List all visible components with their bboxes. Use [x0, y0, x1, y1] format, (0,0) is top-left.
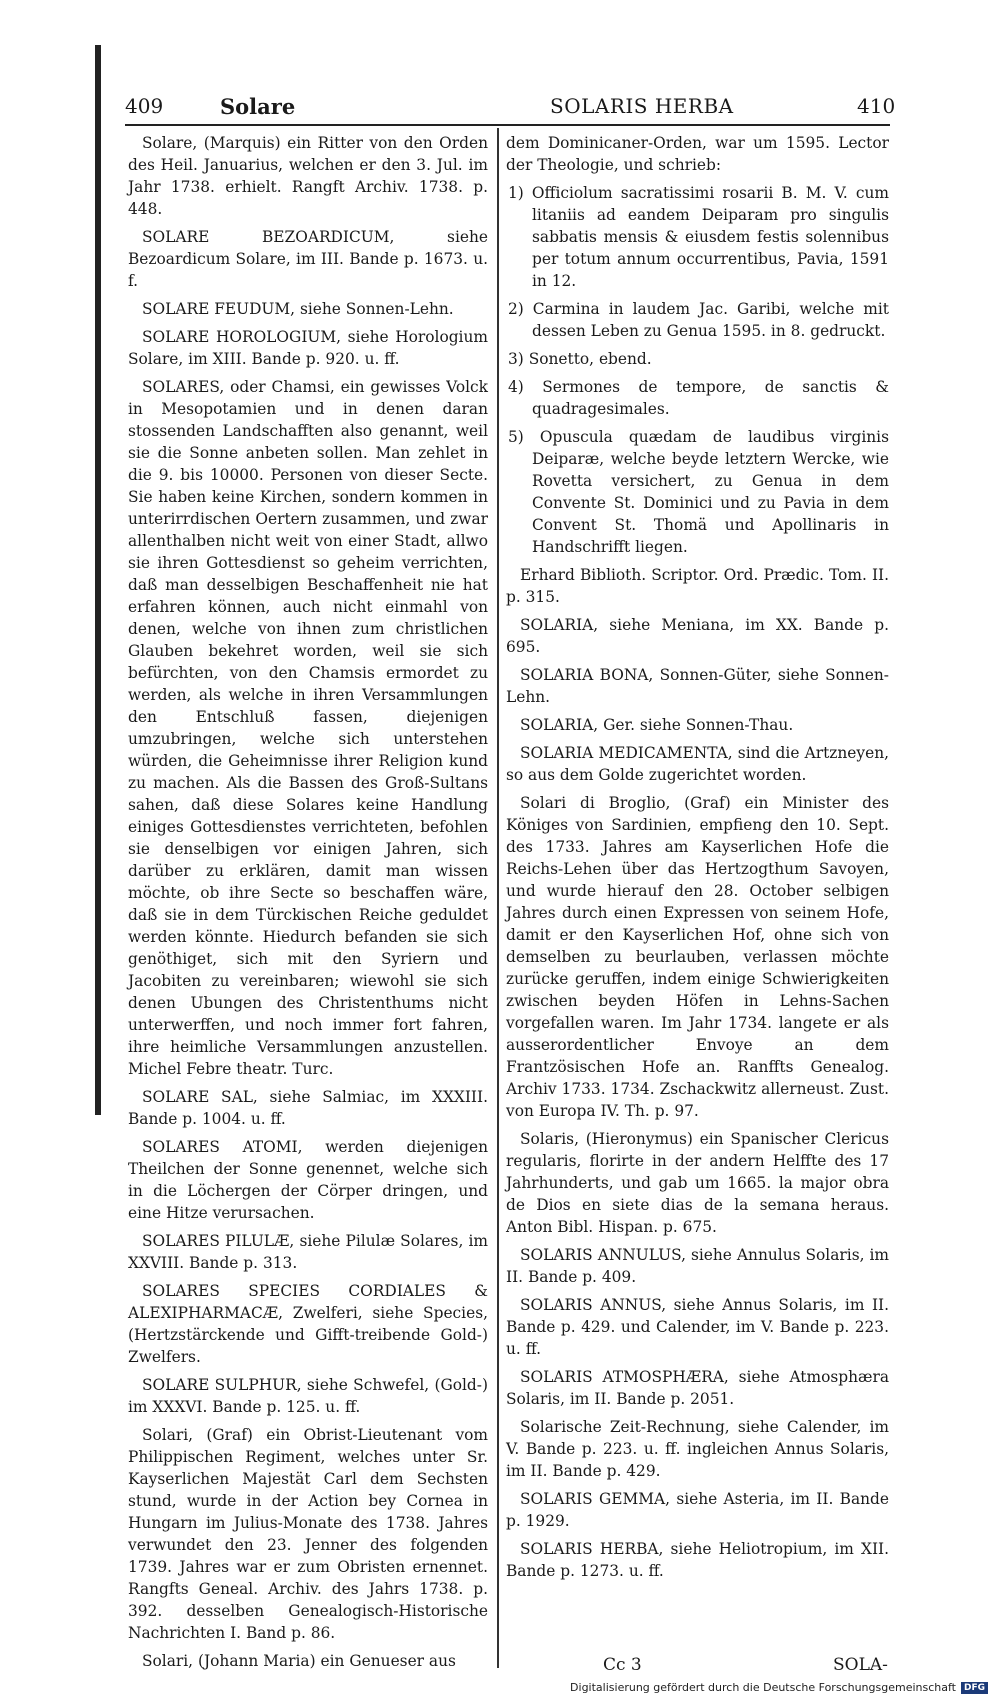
entry-solares-chamsi: SOLARES, oder Chamsi, ein gewisses Volck in Mesopotamien und in denen daran stossenden Landschafften also genannt, weil sie die Sonne anbeten sollen. Man zehlet in die 9. bis 10000. Personen von dieser Secte. Sie haben keine Kirchen, sondern kommen in unterirrdischen Oertern zusammen, und zwar allenthalben nicht weit von einer Stadt, allwo sie ihren Gottesdienst so geheim verrichten, daß man desselbigen Beschaffenheit nie hat erfahren können, auch nicht einmahl von denen, welche von ihnen zum christlichen Glauben bekehret worden, weil sie sich befürchten, von den Chamsis ermordet zu werden, als welche in ihren Versammlungen den Entschluß fassen, diejenigen umzubringen, welche sich unterstehen würden, die Geheimnisse ihrer Religion kund zu machen. Als die Bassen des Groß-Sultans sahen, daß diese Solares keine Handlung einiges Gottesdienstes verrichteten, befohlen sie denselbigen vor einigen Jahren, sich darüber zu erklären, damit man wissen möchte, ob ihre Secte so beschaffen wäre, daß sie in dem Türckischen Reiche geduldet werden könnte. Hiedurch befanden sie sich genöthiget, sich mit den Syriern und Jacobiten zu vereinbaren; wiewohl sie sich denen Ubungen des Christenthums nicht unterwerffen, und noch immer fort fahren, ihre heimliche Versammlungen anzustellen. Michel Febre theatr. Turc. — [128, 378, 488, 1078]
entry-solare-sal: SOLARE SAL, siehe Salmiac, im XXXIII. Bande p. 1004. u. ff. — [128, 1088, 488, 1128]
work-item: 2) Carmina in laudem Jac. Garibi, welche mit dessen Leben zu Genua 1595. in 8. gedruckt. — [508, 300, 889, 340]
header-keyword-right: SOLARIS HERBA — [550, 94, 734, 118]
entry-continuation: dem Dominicaner-Orden, war um 1595. Lector der Theologie, und schrieb: — [506, 134, 889, 174]
running-header — [125, 88, 895, 122]
entry-solares-species: SOLARES SPECIES CORDIALES & ALEXIPHARMACÆ, Zwelferi, siehe Species, (Hertzstärckende und Gifft-treibende Gold-) Zwelfers. — [128, 1282, 488, 1366]
entry-solare-feudum: SOLARE FEUDUM, siehe Sonnen-Lehn. — [142, 300, 454, 318]
work-item: 4) Sermones de tempore, de sanctis & quadragesimales. — [508, 378, 889, 418]
entry-solare-bezoardicum: SOLARE BEZOARDICUM, siehe Bezoardicum Solare, im III. Bande p. 1673. u. f. — [128, 228, 488, 290]
entry-solaris-atmosphaera: SOLARIS ATMOSPHÆRA, siehe Atmosphæra Solaris, im II. Bande p. 2051. — [506, 1368, 889, 1408]
entry-solaris-annulus: SOLARIS ANNULUS, siehe Annulus Solaris, im II. Bande p. 409. — [506, 1246, 889, 1286]
page-number-right: 410 — [857, 94, 896, 118]
entry-solare-sulphur: SOLARE SULPHUR, siehe Schwefel, (Gold-) im XXXVI. Bande p. 125. u. ff. — [128, 1376, 488, 1416]
entry-solarische-zeit-rechnung: Solarische Zeit-Rechnung, siehe Calender, im V. Bande p. 223. u. ff. ingleichen Annus Solaris, im II. Bande p. 429. — [506, 1418, 889, 1480]
dfg-logo: DFG — [961, 1682, 988, 1694]
column-divider — [497, 128, 499, 1668]
entry-solares-pilulae: SOLARES PILULÆ, siehe Pilulæ Solares, im XXVIII. Bande p. 313. — [128, 1232, 488, 1272]
work-item: 5) Opuscula quædam de laudibus virginis Deiparæ, welche beyde letztern Wercke, wie Rovetta versichert, zu Genua in dem Convente St. Dominici und zu Pavia in dem Convent St. Thomä und Apollinaris in Handschrifft liegen. — [508, 428, 889, 556]
catchword: SOLA- — [833, 1655, 888, 1675]
entry-solares-atomi: SOLARES ATOMI, werden diejenigen Theilchen der Sonne genennet, welche sich in die Löchergen der Cörper dringen, und eine Hitze verursachen. — [128, 1138, 488, 1222]
page-edge-shadow — [95, 45, 101, 1115]
entry-solare-marquis: Solare, (Marquis) ein Ritter von den Orden des Heil. Januarius, welchen er den 3. Jul. im Jahr 1738. erhielt. Rangft Archiv. 1738. p. 448. — [128, 134, 488, 218]
entry-solaria-bona: SOLARIA BONA, Sonnen-Güter, siehe Sonnen-Lehn. — [506, 666, 889, 706]
entry-solaris-herba: SOLARIS HERBA, siehe Heliotropium, im XII. Bande p. 1273. u. ff. — [506, 1540, 889, 1580]
work-item: 1) Officiolum sacratissimi rosarii B. M. V. cum litaniis ad eandem Deiparam pro singulis sabbatis mensis & eiusdem festis solennibus per totum annum occurrentibus, Pavia, 1591 in 12. — [508, 184, 889, 290]
entry-solari-johann-maria: Solari, (Johann Maria) ein Genueser aus — [142, 1652, 456, 1670]
entry-solaris-annus: SOLARIS ANNUS, siehe Annus Solaris, im II. Bande p. 429. und Calender, im V. Bande p. 223. u. ff. — [506, 1296, 889, 1358]
entry-solari-di-broglio: Solari di Broglio, (Graf) ein Minister des Königes von Sardinien, empfieng den 10. Sept. des 1733. Jahres am Kayserlichen Hofe die Reichs-Lehen über das Hertzogthum Savoyen, und wurde hierauf den 28. October selbigen Jahres durch einen Expressen von seinem Hofe, damit er den Kayserlichen Hof, ohne sich von demselben zu beurlauben, verlassen möchte zurücke geruffen, indem einige Schwierigkeiten zwischen beyden Höfen in Lehns-Sachen vorgefallen waren. Im Jahr 1734. langete er als ausserordentlicher Envoye an dem Frantzösischen Hofe an. Ranffts Genealog. Archiv 1733. 1734. Zschackwitz allerneust. Zust. von Europa IV. Th. p. 97. — [506, 794, 889, 1120]
entry-solaria-ger: SOLARIA, Ger. siehe Sonnen-Thau. — [520, 716, 794, 734]
entry-solare-horologium: SOLARE HOROLOGIUM, siehe Horologium Solare, im XIII. Bande p. 920. u. ff. — [128, 328, 488, 368]
work-item: 3) Sonetto, ebend. — [508, 350, 652, 368]
right-column — [506, 132, 889, 1588]
entry-solari-graf: Solari, (Graf) ein Obrist-Lieutenant vom Philippischen Regiment, welches unter Sr. Kayserlichen Majestät Carl dem Sechsten stund, wurde in der Action bey Cornea in Hungarn im Julius-Monate des 1738. Jahres verwundet den 23. Jenner des folgenden 1739. Jahres war er zum Obristen ernennet. Rangfts Geneal. Archiv. des Jahrs 1738. p. 392. desselben Genealogisch-Historische Nachrichten I. Band p. 86. — [128, 1426, 488, 1642]
page-number-left: 409 — [125, 94, 164, 118]
signature-mark: Cc 3 — [603, 1655, 642, 1675]
entry-solaria: SOLARIA, siehe Meniana, im XX. Bande p. 695. — [506, 616, 889, 656]
entry-solaris-gemma: SOLARIS GEMMA, siehe Asteria, im II. Bande p. 1929. — [506, 1490, 889, 1530]
digitization-credit — [570, 1681, 988, 1694]
header-rule — [125, 124, 890, 126]
entry-solaria-medicamenta: SOLARIA MEDICAMENTA, sind die Artzneyen, so aus dem Golde zugerichtet worden. — [506, 744, 889, 784]
entry-solaris-hieronymus: Solaris, (Hieronymus) ein Spanischer Clericus regularis, florirte in der andern Helffte des 17 Jahrhunderts, und gab um 1665. la major obra de Dios en siete dias de la semana heraus. Anton Bibl. Hispan. p. 675. — [506, 1130, 889, 1236]
header-keyword-left: Solare — [220, 94, 296, 119]
left-column — [128, 132, 488, 1678]
entry-erhard-citation: Erhard Biblioth. Scriptor. Ord. Prædic. Tom. II. p. 315. — [506, 566, 889, 606]
page-footer — [128, 1655, 898, 1683]
credit-text: Digitalisierung gefördert durch die Deutsche Forschungsgemeinschaft — [570, 1681, 956, 1694]
